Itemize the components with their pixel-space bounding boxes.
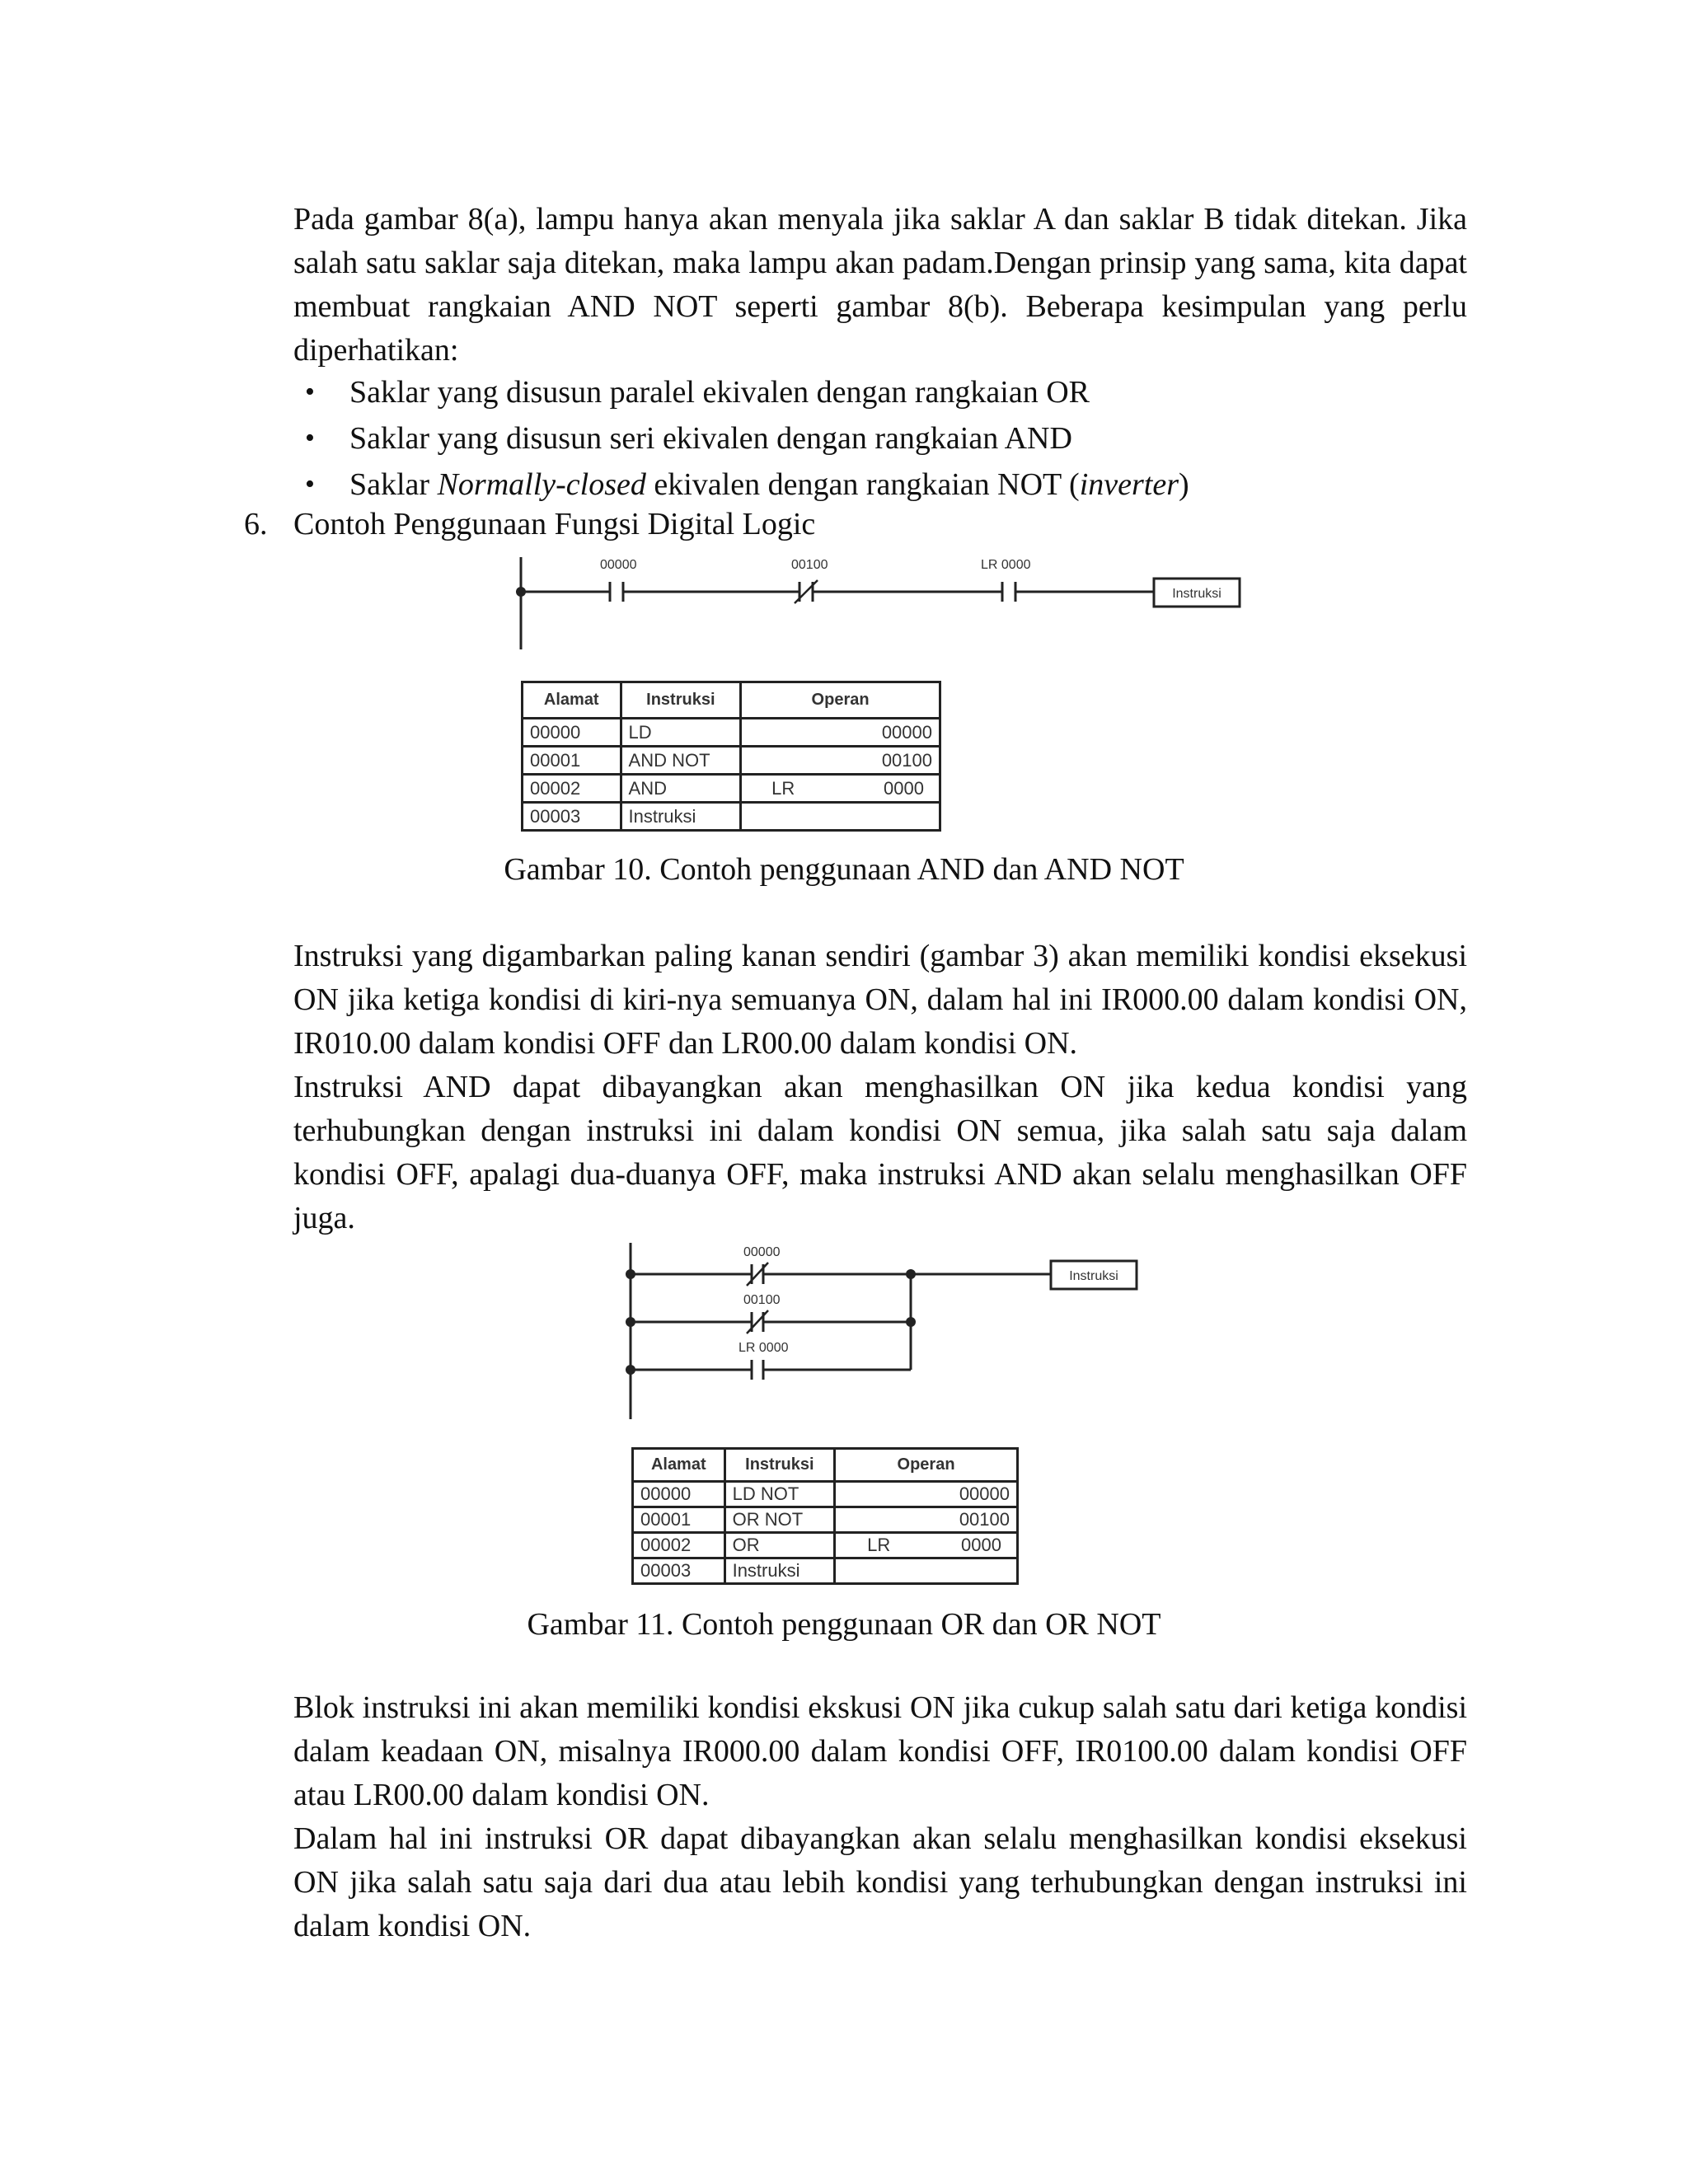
table-row	[633, 1558, 1018, 1584]
figure11-caption: Gambar 11. Contoh penggunaan OR dan OR NOT	[527, 1607, 1161, 1642]
operand-cell	[835, 1558, 1018, 1584]
list-item-italic: Normally-closed	[437, 467, 646, 502]
operand-cell	[835, 1533, 1018, 1558]
operand-value: 0000	[961, 1535, 1001, 1555]
list-item	[293, 462, 1467, 508]
operand-cell	[741, 775, 940, 803]
instruction-cell: Instruksi	[621, 803, 741, 831]
table-row	[523, 747, 940, 775]
address-cell: 00003	[633, 1558, 725, 1584]
address-cell: 00002	[523, 775, 621, 803]
column-header: Instruksi	[621, 682, 741, 719]
paragraph-5: Dalam hal ini instruksi OR dapat dibayangkan akan selalu menghasilkan kondisi eksekusi ON jika salah satu saja dari dua atau lebih kondisi yang terhubungkan dengan instruksi ini dalam kondisi ON.	[293, 1821, 1467, 1943]
address-cell: 00001	[523, 747, 621, 775]
column-header: Operan	[835, 1449, 1018, 1482]
contact-label: 00000	[600, 558, 637, 572]
instruction-cell: AND NOT	[621, 747, 741, 775]
list-item-text: Saklar yang disusun seri ekivalen dengan rangkaian AND	[349, 421, 1072, 456]
section-title: Contoh Penggunaan Fungsi Digital Logic	[293, 507, 816, 541]
contact-label: LR 0000	[738, 1341, 789, 1355]
contact-label: 00100	[791, 558, 828, 572]
table-row	[633, 1482, 1018, 1507]
contact-no-icon	[752, 1360, 763, 1380]
contact-label: LR 0000	[981, 558, 1031, 572]
instruction-cell: LD NOT	[724, 1482, 835, 1507]
column-header: Alamat	[523, 682, 621, 719]
list-item-text-mid: ekivalen dengan rangkaian NOT (	[645, 467, 1080, 502]
instruction-cell: LD	[621, 719, 741, 747]
operand-value: 00100	[959, 1509, 1010, 1530]
instruction-cell: OR NOT	[724, 1507, 835, 1533]
paragraph-3: Instruksi AND dapat dibayangkan akan menghasilkan ON jika kedua kondisi yang terhubungkan dengan instruksi ini dalam kondisi ON semua, jika salah satu saja dalam kondisi OFF, apalagi dua-duanya OFF, maka instruksi AND akan selalu menghasilkan OFF juga.	[293, 1070, 1467, 1235]
figure11-ladder-diagram	[618, 1236, 1154, 1426]
operand-value: 0000	[884, 777, 924, 799]
table-row	[523, 803, 940, 831]
instruction-cell: Instruksi	[724, 1558, 835, 1584]
table-row	[633, 1533, 1018, 1558]
address-cell: 00000	[523, 719, 621, 747]
list-item-text-pre: Saklar	[349, 467, 438, 502]
list-item-text-post: )	[1179, 467, 1189, 502]
paragraph-4: Blok instruksi ini akan memiliki kondisi ekskusi ON jika cukup salah satu dari ketiga kondisi dalam keadaan ON, misalnya IR000.00 dalam kondisi OFF, IR0100.00 dalam kondisi OFF atau LR00.00 dalam kondisi ON.	[293, 1690, 1467, 1812]
address-cell: 00001	[633, 1507, 725, 1533]
section-number: 6.	[244, 507, 268, 541]
list-item	[293, 415, 1467, 462]
table-row	[633, 1507, 1018, 1533]
figure10-ladder-diagram	[511, 551, 1253, 658]
figure10-caption: Gambar 10. Contoh penggunaan AND dan AND NOT	[504, 852, 1184, 887]
output-label: Instruksi	[1172, 587, 1221, 601]
contact-no-icon	[610, 582, 623, 602]
address-cell: 00003	[523, 803, 621, 831]
operand-cell	[835, 1482, 1018, 1507]
section-heading	[244, 503, 815, 546]
intro-paragraph: Pada gambar 8(a), lampu hanya akan menyala jika saklar A dan saklar B tidak ditekan. Jika salah satu saklar saja ditekan, maka lampu akan padam.Dengan prinsip yang sama, kita dapat membuat rangkaian AND NOT seperti gambar 8(b). Beberapa kesimpulan yang perlu diperhatikan:	[293, 202, 1467, 368]
table-row	[523, 775, 940, 803]
instruction-cell: OR	[724, 1533, 835, 1558]
operand-prefix: LR	[771, 777, 795, 799]
instruction-cell: AND	[621, 775, 741, 803]
operand-value: 00000	[959, 1483, 1010, 1504]
address-cell: 00000	[633, 1482, 725, 1507]
column-header: Operan	[741, 682, 940, 719]
paragraph-2: Instruksi yang digambarkan paling kanan sendiri (gambar 3) akan memiliki kondisi eksekusi ON jika ketiga kondisi di kiri-nya semuanya ON, dalam hal ini IR000.00 dalam kondisi ON, IR010.00 dalam kondisi OFF dan LR00.00 dalam kondisi ON.	[293, 939, 1467, 1061]
bullet-icon: •	[305, 469, 315, 499]
bullet-icon: •	[305, 423, 315, 453]
list-item	[293, 369, 1467, 415]
output-label: Instruksi	[1069, 1269, 1118, 1283]
contact-label: 00100	[743, 1293, 781, 1307]
operand-prefix: LR	[867, 1535, 891, 1555]
operand-cell	[741, 803, 940, 831]
operand-cell	[741, 719, 940, 747]
contact-label: 00000	[743, 1245, 781, 1259]
column-header: Alamat	[633, 1449, 725, 1482]
list-item-italic-2: inverter	[1079, 467, 1179, 502]
operand-value: 00100	[881, 749, 932, 771]
operand-cell	[835, 1507, 1018, 1533]
column-header: Instruksi	[724, 1449, 835, 1482]
figure11-instruction-table	[631, 1447, 1019, 1585]
figure10-instruction-table	[521, 681, 941, 832]
table-row	[523, 719, 940, 747]
operand-cell	[741, 747, 940, 775]
conclusion-list	[293, 369, 1467, 508]
list-item-text: Saklar yang disusun paralel ekivalen dengan rangkaian OR	[349, 375, 1090, 410]
address-cell: 00002	[633, 1533, 725, 1558]
contact-no-icon	[1002, 582, 1015, 602]
bullet-icon: •	[305, 377, 315, 407]
operand-value: 00000	[881, 721, 932, 743]
